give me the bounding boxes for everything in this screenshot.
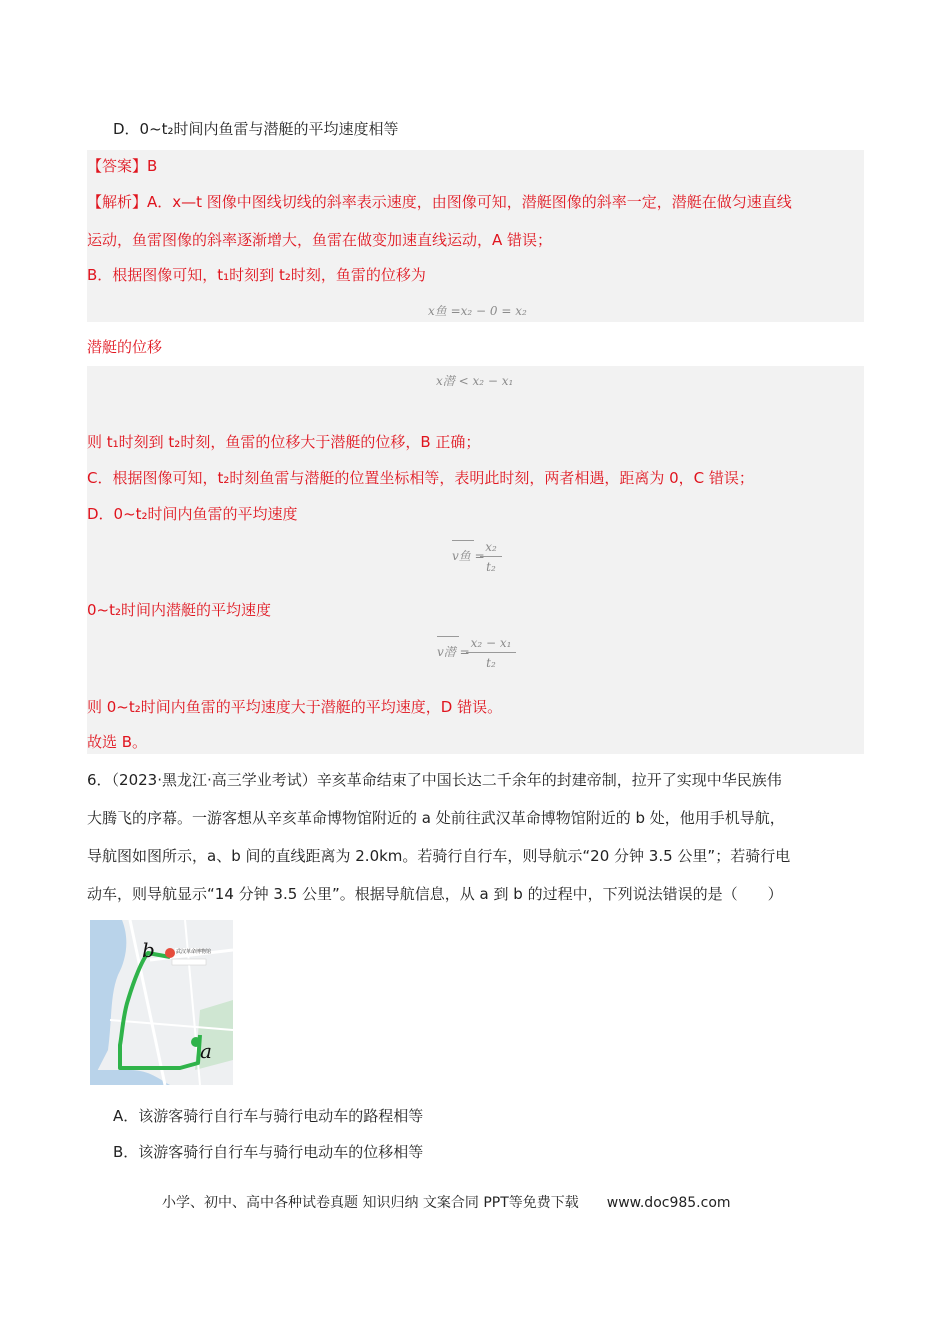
- question6-line-4: 动车，则导航显示“14 分钟 3.5 公里”。根据导航信息，从 a 到 b 的过程中，下列说法错误的是（ ）: [87, 885, 783, 903]
- formula4-lhs: [437, 636, 470, 660]
- analysis-label: 【解析】: [87, 193, 148, 211]
- answer-label: 【答案】B: [87, 157, 158, 175]
- map-poi-b: 武汉革命博物馆: [176, 949, 212, 955]
- prev-option-d: D．0~t₂时间内鱼雷与潜艇的平均速度相等: [113, 120, 399, 138]
- formula3-lhs-text: v鱼 =: [452, 549, 485, 563]
- page-footer: 小学、初中、高中各种试卷真题 知识归纳 文案合同 PPT等免费下载 www.doc985.com: [162, 1195, 731, 1211]
- question6-option-a: A．该游客骑行自行车与骑行电动车的路程相等: [113, 1107, 424, 1125]
- formula3-denominator: t₂: [486, 560, 496, 574]
- question6-line-3: 导航图如图所示，a、b 间的直线距离为 2.0km。若骑行自行车，则导航示“20 分钟 3.5 公里”；若骑行电: [87, 847, 791, 865]
- formula4-lhs-text: v潜 =: [437, 645, 470, 659]
- formula4-denominator: t₂: [486, 656, 496, 670]
- analysis-line-5: 则 t₁时刻到 t₂时刻，鱼雷的位移大于潜艇的位移，B 正确；: [87, 433, 481, 451]
- analysis-line-2: 运动，鱼雷图像的斜率逐渐增大，鱼雷在做变加速直线运动，A 错误；: [87, 231, 553, 249]
- analysis-line-7: D．0~t₂时间内鱼雷的平均速度: [87, 505, 298, 523]
- analysis-line-10: 故选 B。: [87, 733, 148, 751]
- analysis-line-8: 0~t₂时间内潜艇的平均速度: [87, 601, 272, 619]
- formula3-fraction: [480, 540, 502, 574]
- formula-torpedo-displacement: x鱼 =x₂ − 0 = x₂: [428, 304, 527, 318]
- analysis-line-1: [87, 192, 792, 212]
- analysis-line-3: B．根据图像可知，t₁时刻到 t₂时刻，鱼雷的位移为: [87, 266, 426, 284]
- map-label-b: b: [142, 938, 155, 962]
- analysis-text-1: A．x—t 图像中图线切线的斜率表示速度，由图像可知，潜艇图像的斜率一定，潜艇在做匀速直线: [147, 193, 792, 211]
- analysis-line-6: C．根据图像可知，t₂时刻鱼雷与潜艇的位置坐标相等，表明此时刻，两者相遇，距离为 0，C 错误；: [87, 469, 754, 487]
- formula4-fraction: [466, 636, 516, 670]
- navigation-map: [90, 920, 233, 1085]
- question6-line-1: 6．（2023·黑龙江·高三学业考试）辛亥革命结束了中国长达二千余年的封建帝制，拉开了实现中华民族伟: [87, 771, 782, 789]
- formula4-numerator: x₂ − x₁: [466, 636, 516, 653]
- destination-pin: [165, 948, 175, 958]
- analysis-line-4: 潜艇的位移: [87, 338, 163, 356]
- formula3-numerator: x₂: [480, 540, 502, 557]
- formula-submarine-displacement: x潜 < x₂ − x₁: [436, 374, 514, 388]
- question6-option-b: B．该游客骑行自行车与骑行电动车的位移相等: [113, 1143, 424, 1161]
- question6-line-2: 大腾飞的序幕。一游客想从辛亥革命博物馆附近的 a 处前往武汉革命博物馆附近的 b 处，他用手机导航，: [87, 809, 785, 827]
- analysis-line-9: 则 0~t₂时间内鱼雷的平均速度大于潜艇的平均速度，D 错误。: [87, 698, 503, 716]
- map-label-a: a: [200, 1039, 212, 1063]
